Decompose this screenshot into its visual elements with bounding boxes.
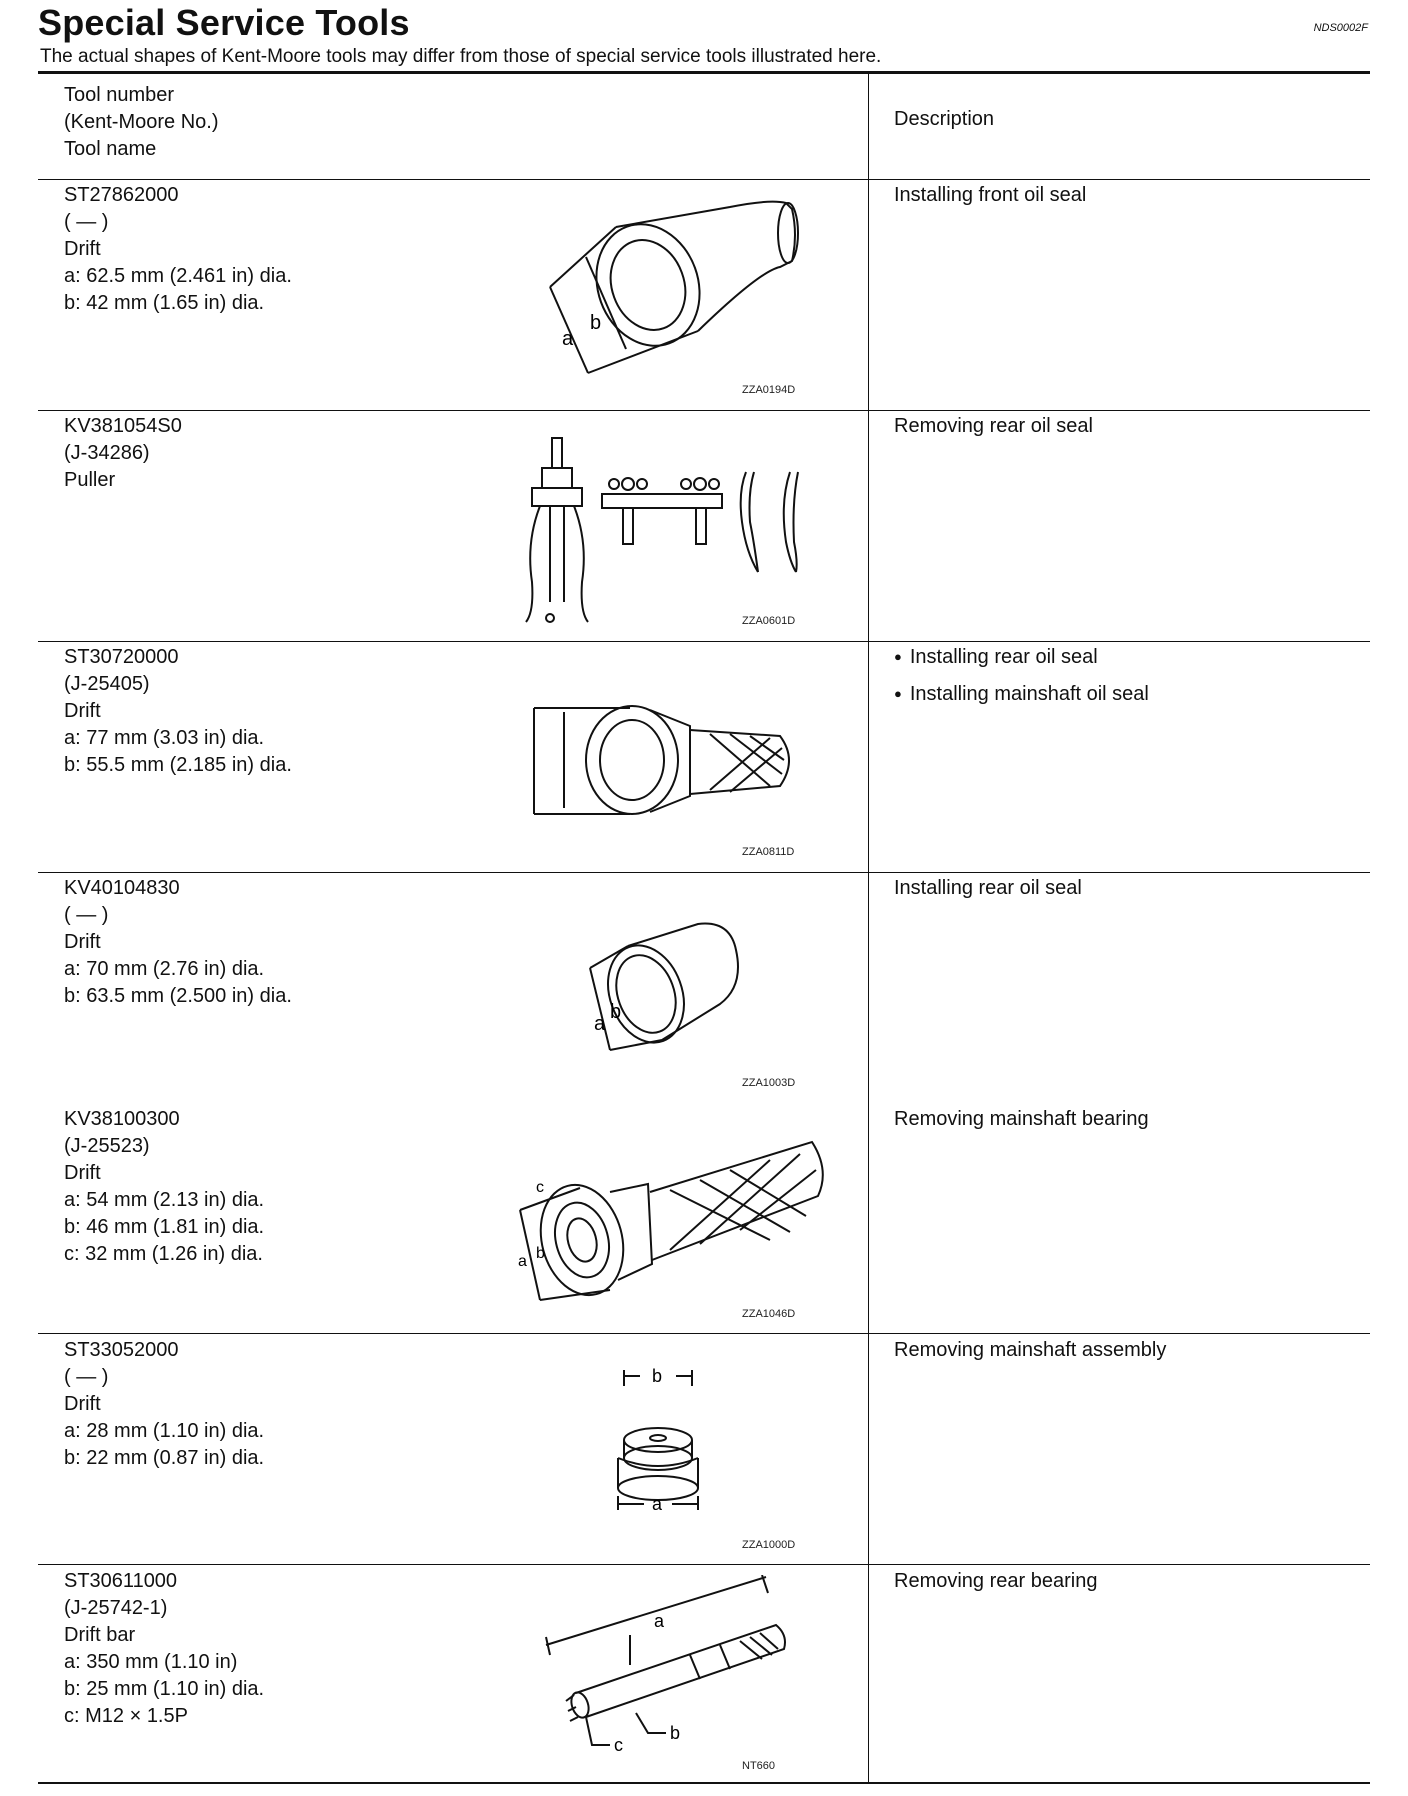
tool-spec: b: 46 mm (1.81 in) dia. — [64, 1216, 265, 1238]
tool-spec: c: 32 mm (1.26 in) dia. — [64, 1243, 263, 1265]
kent-moore-number: ( — ) — [64, 211, 109, 233]
tool-spec: b: 55.5 mm (2.185 in) dia. — [64, 754, 292, 776]
tool-spec: a: 350 mm (1.10 in) — [64, 1651, 238, 1673]
tool-name: Drift — [64, 1393, 101, 1415]
description-bullet: ● Installing mainshaft oil seal — [894, 681, 1354, 709]
table-row — [64, 413, 484, 494]
row-divider — [38, 872, 1370, 873]
tool-name: Drift — [64, 700, 101, 722]
table-header-tool — [64, 82, 219, 163]
description-bullet: ● Installing rear oil seal — [894, 644, 1354, 672]
description-cell — [894, 182, 1354, 209]
column-divider — [868, 74, 869, 1782]
description-text: Installing front oil seal — [894, 184, 1087, 206]
tool-spec: b: 25 mm (1.10 in) dia. — [64, 1678, 265, 1700]
header-line: (Kent-Moore No.) — [64, 111, 219, 133]
header-line: Tool number — [64, 84, 175, 106]
row-divider — [38, 410, 1370, 411]
description-cell — [894, 1106, 1354, 1133]
figure-code: ZZA1000D — [742, 1539, 796, 1551]
row-divider — [38, 641, 1370, 642]
description-cell — [894, 1337, 1354, 1364]
drift-handle-icon — [520, 690, 820, 830]
tool-spec: b: 63.5 mm (2.500 in) dia. — [64, 985, 292, 1007]
description-text: Removing rear bearing — [894, 1570, 1098, 1592]
description-cell — [894, 1568, 1354, 1595]
description-text: Removing mainshaft bearing — [894, 1108, 1149, 1130]
page-title: Special Service Tools — [38, 2, 410, 43]
drift-knurled-icon — [500, 1140, 830, 1310]
dimension-label-a: a — [562, 328, 574, 350]
tool-spec: a: 77 mm (3.03 in) dia. — [64, 727, 265, 749]
tool-name: Drift bar — [64, 1624, 136, 1646]
tool-number: ST30611000 — [64, 1570, 178, 1592]
header-line: Tool name — [64, 138, 157, 160]
kent-moore-number: ( — ) — [64, 904, 109, 926]
dimension-label-b: b — [610, 1001, 622, 1023]
dimension-label-a: a — [654, 1611, 665, 1631]
tool-spec: a: 62.5 mm (2.461 in) dia. — [64, 265, 292, 287]
figure-code: ZZA1046D — [742, 1308, 796, 1320]
row-divider — [38, 1333, 1370, 1334]
description-text: Removing rear oil seal — [894, 415, 1093, 437]
kent-moore-number: ( — ) — [64, 1366, 109, 1388]
kent-moore-number: (J-25742-1) — [64, 1597, 168, 1619]
tool-number: KV38100300 — [64, 1108, 180, 1130]
tool-name: Drift — [64, 238, 101, 260]
tool-name: Drift — [64, 931, 101, 953]
row-divider — [38, 179, 1370, 180]
table-header-description: Description — [894, 108, 995, 130]
drift-tapered-icon — [530, 195, 830, 395]
description-cell — [894, 875, 1354, 902]
page-subtitle: The actual shapes of Kent-Moore tools may differ from those of special service tools illustrated here. — [40, 46, 882, 67]
top-rule — [38, 71, 1370, 74]
figure-code: NT660 — [742, 1760, 776, 1772]
figure-code: ZZA0601D — [742, 615, 796, 627]
kent-moore-number: (J-34286) — [64, 442, 150, 464]
description-text: Removing mainshaft assembly — [894, 1339, 1167, 1361]
tool-number: ST27862000 — [64, 184, 179, 206]
figure-code: ZZA0811D — [742, 846, 795, 858]
dimension-label-b: b — [652, 1366, 663, 1386]
tool-spec: a: 28 mm (1.10 in) dia. — [64, 1420, 265, 1442]
dimension-label-b: b — [536, 1245, 545, 1262]
kent-moore-number: (J-25523) — [64, 1135, 150, 1157]
section-code: NDS0002F — [1313, 22, 1368, 34]
description-text: Installing rear oil seal — [894, 877, 1082, 899]
dimension-label-a: a — [594, 1013, 606, 1035]
puller-icon — [510, 432, 820, 632]
table-row — [64, 1568, 484, 1730]
tool-name: Drift — [64, 1162, 101, 1184]
tool-number: KV381054S0 — [64, 415, 182, 437]
tool-number: ST30720000 — [64, 646, 179, 668]
tool-spec: b: 22 mm (0.87 in) dia. — [64, 1447, 265, 1469]
tool-spec: b: 42 mm (1.65 in) dia. — [64, 292, 265, 314]
tool-spec: a: 70 mm (2.76 in) dia. — [64, 958, 265, 980]
figure-code: ZZA1003D — [742, 1077, 796, 1089]
tool-name: Puller — [64, 469, 116, 491]
dimension-label-a: a — [518, 1253, 527, 1270]
drift-bar-icon — [540, 1575, 820, 1755]
kent-moore-number: (J-25405) — [64, 673, 150, 695]
dimension-label-a: a — [652, 1494, 663, 1514]
tool-number: KV40104830 — [64, 877, 180, 899]
description-cell — [894, 413, 1354, 440]
dimension-label-c: c — [614, 1735, 623, 1755]
tool-spec: a: 54 mm (2.13 in) dia. — [64, 1189, 265, 1211]
table-row — [64, 875, 484, 1010]
table-row — [64, 1106, 484, 1268]
drift-cup-icon — [580, 920, 760, 1060]
bottom-rule — [38, 1782, 1370, 1784]
description-cell — [894, 644, 1354, 718]
tool-number: ST33052000 — [64, 1339, 179, 1361]
dimension-label-b: b — [670, 1723, 681, 1743]
figure-code: ZZA0194D — [742, 384, 796, 396]
table-row — [64, 182, 484, 317]
tool-spec: c: M12 × 1.5P — [64, 1705, 188, 1727]
table-row — [64, 1337, 484, 1472]
dimension-label-b: b — [590, 312, 602, 334]
table-row — [64, 644, 484, 779]
row-divider — [38, 1564, 1370, 1565]
dimension-label-c: c — [536, 1179, 544, 1196]
drift-stepped-icon — [600, 1360, 720, 1520]
